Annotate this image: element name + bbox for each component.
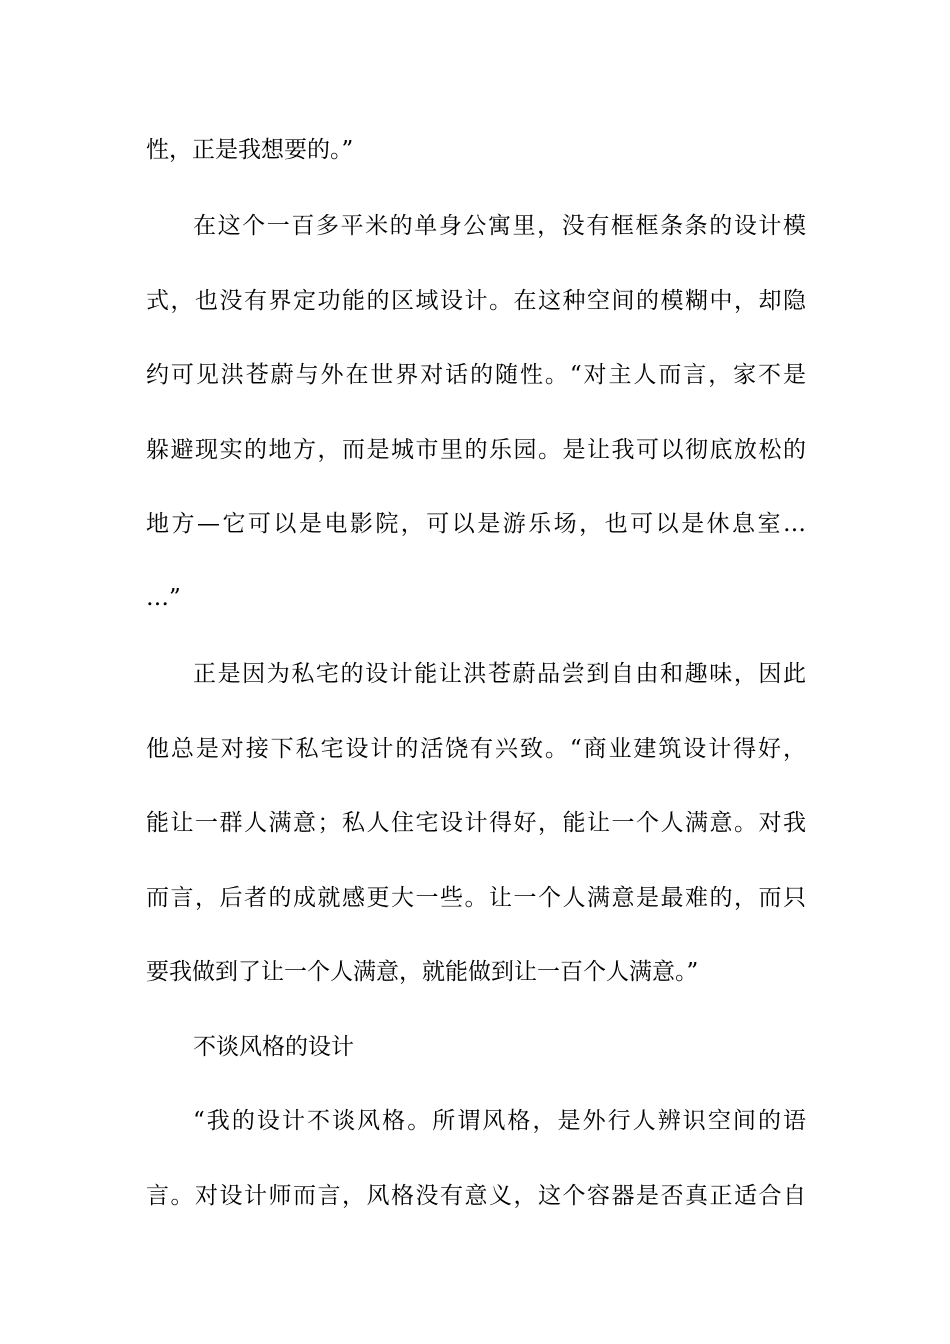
- text-line-12: 要我做到了让一个人满意，就能做到让一百个人满意。”: [146, 959, 699, 985]
- paragraph-start-line: “我的设计不谈风格。所谓风格，是外行人辨识空间的语: [193, 1108, 806, 1134]
- text-line-15: 言。对设计师而言，风格没有意义，这个容器是否真正适合自: [146, 1183, 806, 1209]
- text-line-4: 约可见洪苍蔚与外在世界对话的随性。“对主人而言，家不是: [146, 362, 806, 388]
- text-line-11: 而言，后者的成就感更大一些。让一个人满意是最难的，而只: [146, 885, 806, 911]
- text-line-5: 躲避现实的地方，而是城市里的乐园。是让我可以彻底放松的: [146, 437, 806, 463]
- text-line-7: …”: [146, 585, 181, 611]
- section-heading: 不谈风格的设计: [193, 1034, 354, 1060]
- paragraph-start-line: 在这个一百多平米的单身公寓里，没有框框条条的设计模: [193, 213, 806, 239]
- text-line-1: 性，正是我想要的。”: [146, 137, 354, 163]
- text-line-9: 他总是对接下私宅设计的活饶有兴致。“商业建筑设计得好，: [146, 736, 806, 762]
- text-line-10: 能让一群人满意；私人住宅设计得好，能让一个人满意。对我: [146, 810, 806, 836]
- paragraph-start-line: 正是因为私宅的设计能让洪苍蔚品尝到自由和趣味，因此: [193, 661, 806, 687]
- text-line-3: 式，也没有界定功能的区域设计。在这种空间的模糊中，却隐: [146, 288, 806, 314]
- text-line-6: 地方—它可以是电影院，可以是游乐场，也可以是休息室…: [146, 511, 806, 537]
